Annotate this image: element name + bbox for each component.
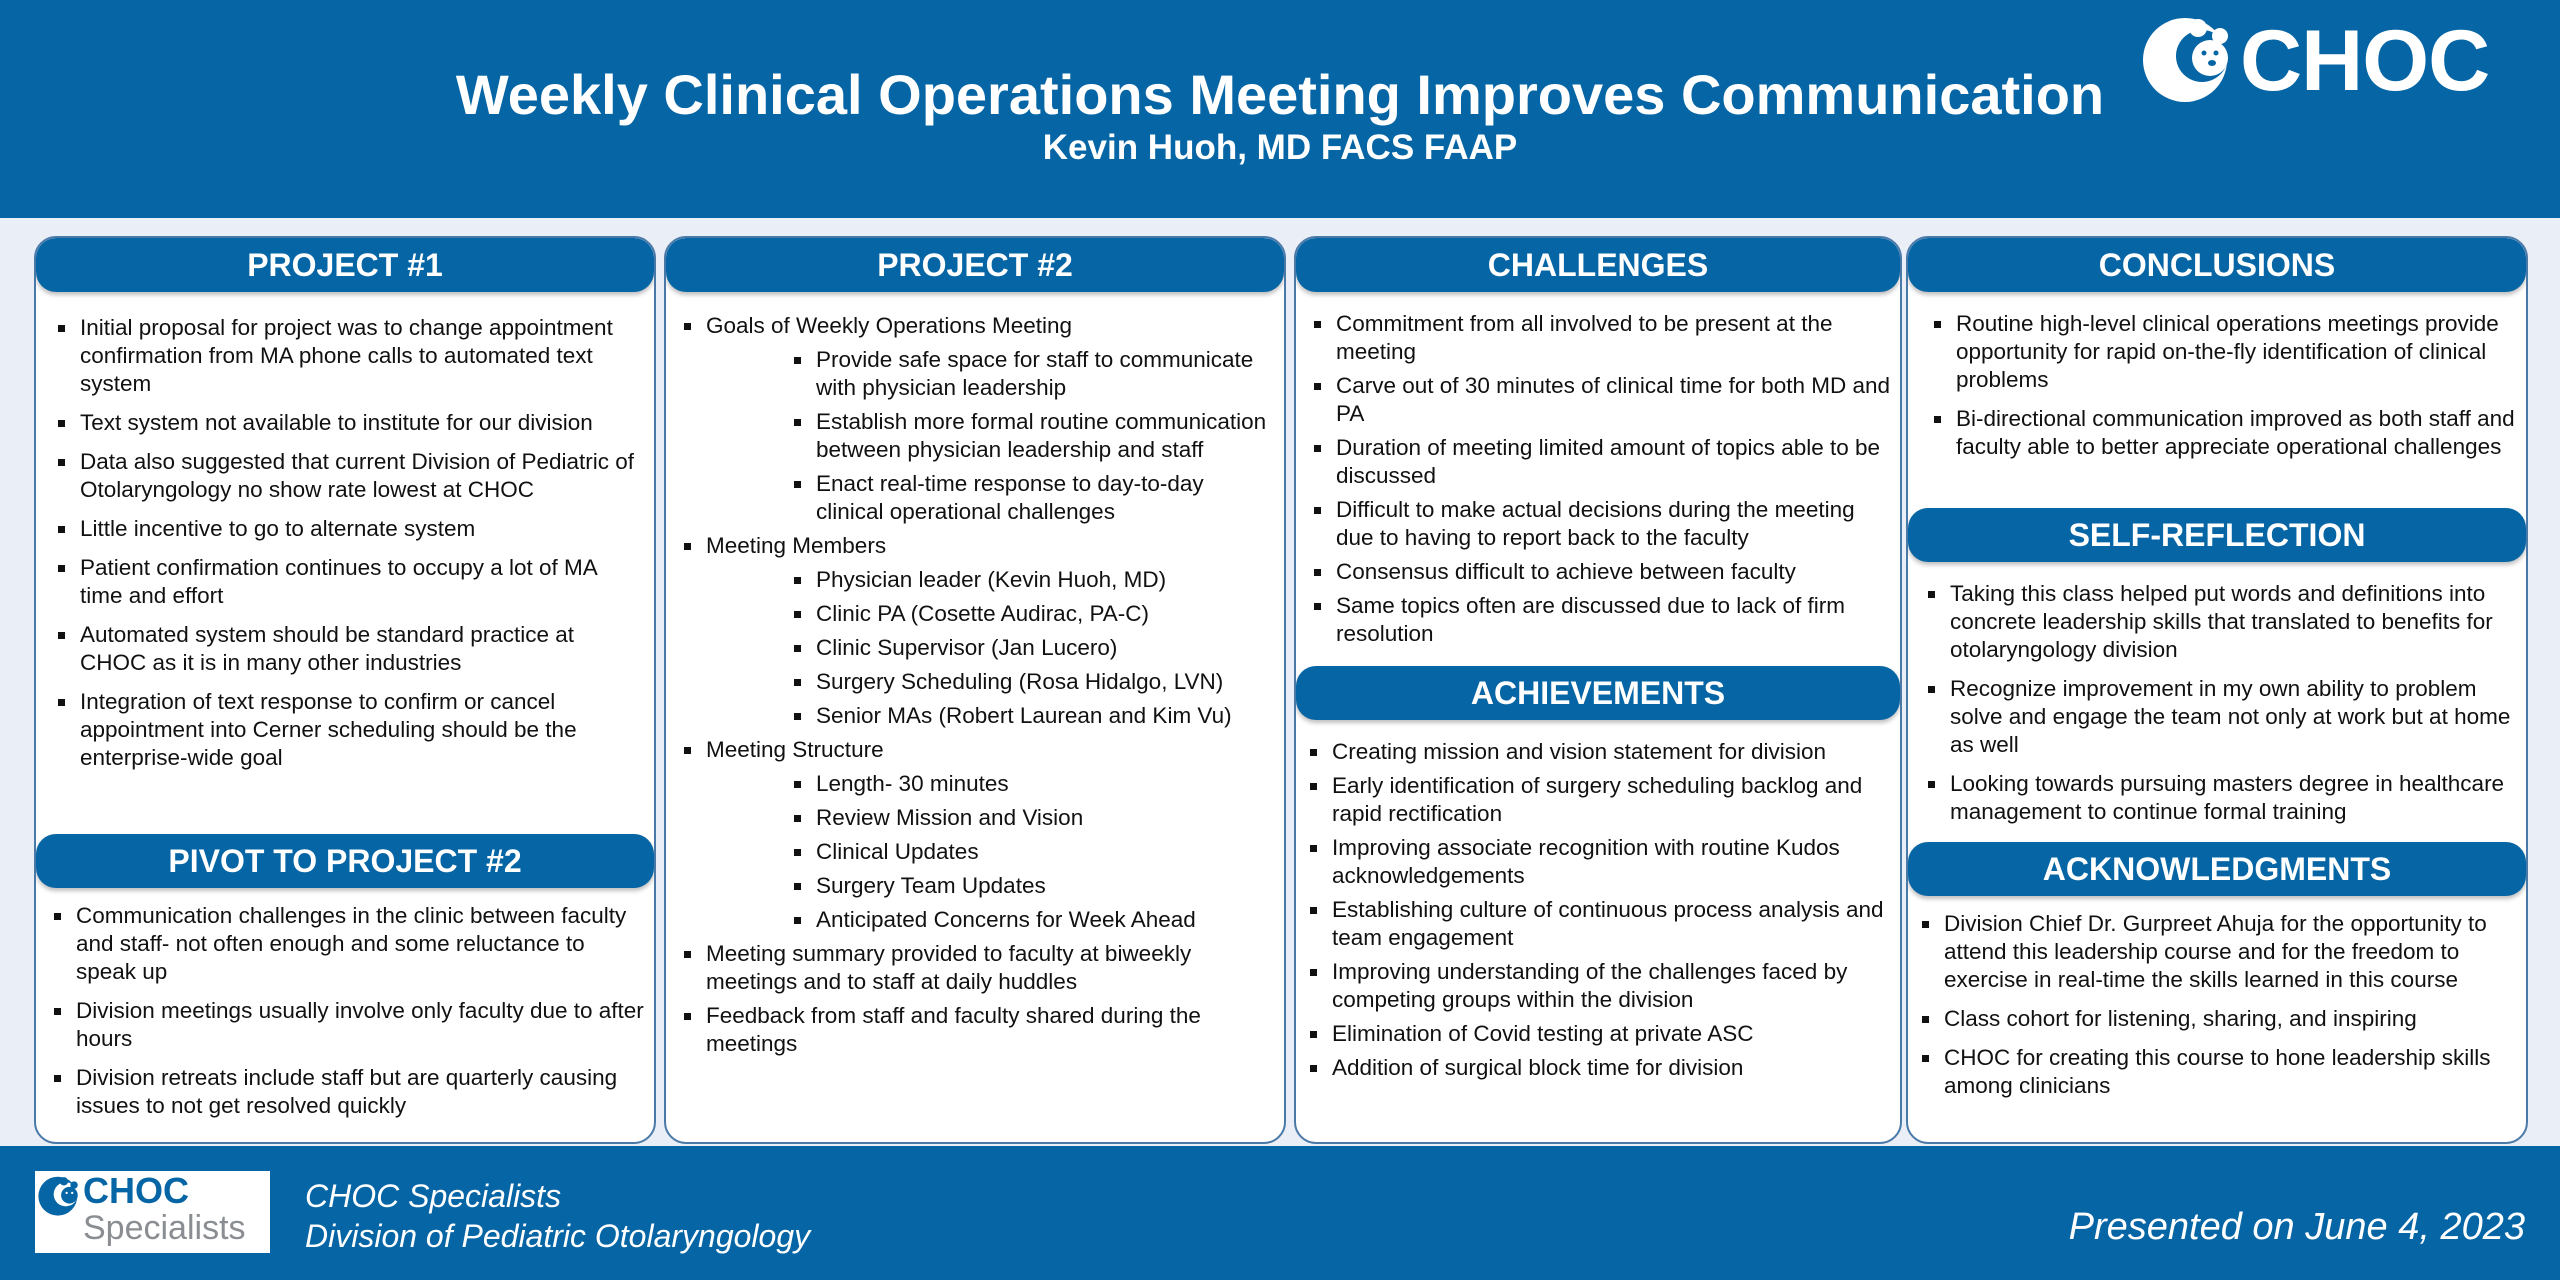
- achievements-list: [1306, 738, 1890, 1088]
- list-item: Meeting Members: [680, 532, 1276, 560]
- acknowledgments-heading: ACKNOWLEDGMENTS: [1908, 842, 2526, 896]
- project2-heading: PROJECT #2: [666, 238, 1284, 292]
- list-item: Clinic Supervisor (Jan Lucero): [790, 634, 1276, 662]
- reflection-list: [1924, 580, 2520, 837]
- list-item: Anticipated Concerns for Week Ahead: [790, 906, 1276, 934]
- list-item: Class cohort for listening, sharing, and inspiring: [1918, 1005, 2520, 1033]
- footer-org: CHOC Specialists: [305, 1178, 562, 1214]
- logo-wordmark: CHOC: [2240, 13, 2490, 109]
- list-item: Length- 30 minutes: [790, 770, 1276, 798]
- list-item: Improving associate recognition with routine Kudos acknowledgements: [1306, 834, 1890, 890]
- project2-list: [680, 312, 1276, 1064]
- list-item: Creating mission and vision statement for division: [1306, 738, 1890, 766]
- list-item: Surgery Team Updates: [790, 872, 1276, 900]
- conclusions-list: [1930, 310, 2520, 472]
- challenges-panel: [1294, 236, 1902, 1144]
- poster-title: Weekly Clinical Operations Meeting Improves Communication: [455, 63, 2105, 126]
- list-item: CHOC for creating this course to hone leadership skills among clinicians: [1918, 1044, 2520, 1100]
- reflection-heading: SELF-REFLECTION: [1908, 508, 2526, 562]
- list-item: Clinical Updates: [790, 838, 1276, 866]
- achievements-heading: ACHIEVEMENTS: [1296, 666, 1900, 720]
- challenges-list: [1310, 310, 1890, 654]
- project2-panel: [664, 236, 1286, 1144]
- list-item: Same topics often are discussed due to lack of firm resolution: [1310, 592, 1890, 648]
- conclusions-heading: CONCLUSIONS: [1908, 238, 2526, 292]
- list-item: Taking this class helped put words and definitions into concrete leadership skills that translated to benefits for otolaryngology division: [1924, 580, 2520, 664]
- list-item: Carve out of 30 minutes of clinical time for both MD and PA: [1310, 372, 1890, 428]
- project1-panel: [34, 236, 656, 1144]
- list-item: Little incentive to go to alternate system: [54, 515, 644, 543]
- pivot-heading: PIVOT TO PROJECT #2: [36, 834, 654, 888]
- poster-footer: [0, 1146, 2560, 1280]
- conclusions-panel: [1906, 236, 2528, 1144]
- list-item: Initial proposal for project was to change appointment confirmation from MA phone calls to automated text system: [54, 314, 644, 398]
- list-item: Establishing culture of continuous process analysis and team engagement: [1306, 896, 1890, 952]
- list-item: Patient confirmation continues to occupy a lot of MA time and effort: [54, 554, 644, 610]
- list-item: Text system not available to institute for our division: [54, 409, 644, 437]
- list-item: Routine high-level clinical operations meetings provide opportunity for rapid on-the-fly identification of clinical problems: [1930, 310, 2520, 394]
- list-item: Bi-directional communication improved as both staff and faculty able to better appreciate operational challenges: [1930, 405, 2520, 461]
- list-item: Division Chief Dr. Gurpreet Ahuja for the opportunity to attend this leadership course and for the freedom to exercise in real-time the skills learned in this course: [1918, 910, 2520, 994]
- acknowledgments-list: [1918, 910, 2520, 1111]
- list-item: Establish more formal routine communication between physician leadership and staff: [790, 408, 1276, 464]
- list-item: Commitment from all involved to be present at the meeting: [1310, 310, 1890, 366]
- list-item: Review Mission and Vision: [790, 804, 1276, 832]
- footer-presented-date: Presented on June 4, 2023: [2068, 1206, 2525, 1248]
- poster-author: Kevin Huoh, MD FACS FAAP: [1042, 128, 1518, 167]
- list-item: Feedback from staff and faculty shared during the meetings: [680, 1002, 1276, 1058]
- list-item: Communication challenges in the clinic between faculty and staff- not often enough and some reluctance to speak up: [50, 902, 644, 986]
- project1-heading: PROJECT #1: [36, 238, 654, 292]
- list-item: Integration of text response to confirm or cancel appointment into Cerner scheduling should be the enterprise-wide goal: [54, 688, 644, 772]
- logo-line2: Specialists: [83, 1209, 246, 1247]
- list-item: Recognize improvement in my own ability to problem solve and engage the team not only at work but at home as well: [1924, 675, 2520, 759]
- list-item: Looking towards pursuing masters degree in healthcare management to continue formal training: [1924, 770, 2520, 826]
- list-item: Data also suggested that current Division of Pediatric of Otolaryngology no show rate lowest at CHOC: [54, 448, 644, 504]
- choc-logo: [2140, 10, 2490, 109]
- pivot-list: [50, 902, 644, 1131]
- choc-specialists-logo: [35, 1171, 270, 1253]
- list-item: Clinic PA (Cosette Audirac, PA-C): [790, 600, 1276, 628]
- list-item: Improving understanding of the challenges faced by competing groups within the division: [1306, 958, 1890, 1014]
- poster-header: [0, 0, 2560, 218]
- project1-list: [54, 314, 644, 783]
- list-item: Duration of meeting limited amount of topics able to be discussed: [1310, 434, 1890, 490]
- list-item: Physician leader (Kevin Huoh, MD): [790, 566, 1276, 594]
- list-item: Consensus difficult to achieve between faculty: [1310, 558, 1890, 586]
- list-item: Enact real-time response to day-to-day clinical operational challenges: [790, 470, 1276, 526]
- bear-logo-icon: [2140, 10, 2235, 105]
- list-item: Goals of Weekly Operations Meeting: [680, 312, 1276, 340]
- footer-division: Division of Pediatric Otolaryngology: [305, 1218, 811, 1254]
- list-item: Automated system should be standard practice at CHOC as it is in many other industries: [54, 621, 644, 677]
- challenges-heading: CHALLENGES: [1296, 238, 1900, 292]
- list-item: Early identification of surgery scheduling backlog and rapid rectification: [1306, 772, 1890, 828]
- list-item: Meeting Structure: [680, 736, 1276, 764]
- list-item: Senior MAs (Robert Laurean and Kim Vu): [790, 702, 1276, 730]
- list-item: Division meetings usually involve only faculty due to after hours: [50, 997, 644, 1053]
- bear-logo-icon: [37, 1173, 81, 1217]
- list-item: Provide safe space for staff to communicate with physician leadership: [790, 346, 1276, 402]
- list-item: Addition of surgical block time for division: [1306, 1054, 1890, 1082]
- list-item: Elimination of Covid testing at private ASC: [1306, 1020, 1890, 1048]
- list-item: Surgery Scheduling (Rosa Hidalgo, LVN): [790, 668, 1276, 696]
- list-item: Difficult to make actual decisions during the meeting due to having to report back to the faculty: [1310, 496, 1890, 552]
- list-item: Division retreats include staff but are quarterly causing issues to not get resolved quickly: [50, 1064, 644, 1120]
- logo-line1: CHOC: [83, 1170, 189, 1211]
- list-item: Meeting summary provided to faculty at biweekly meetings and to staff at daily huddles: [680, 940, 1276, 996]
